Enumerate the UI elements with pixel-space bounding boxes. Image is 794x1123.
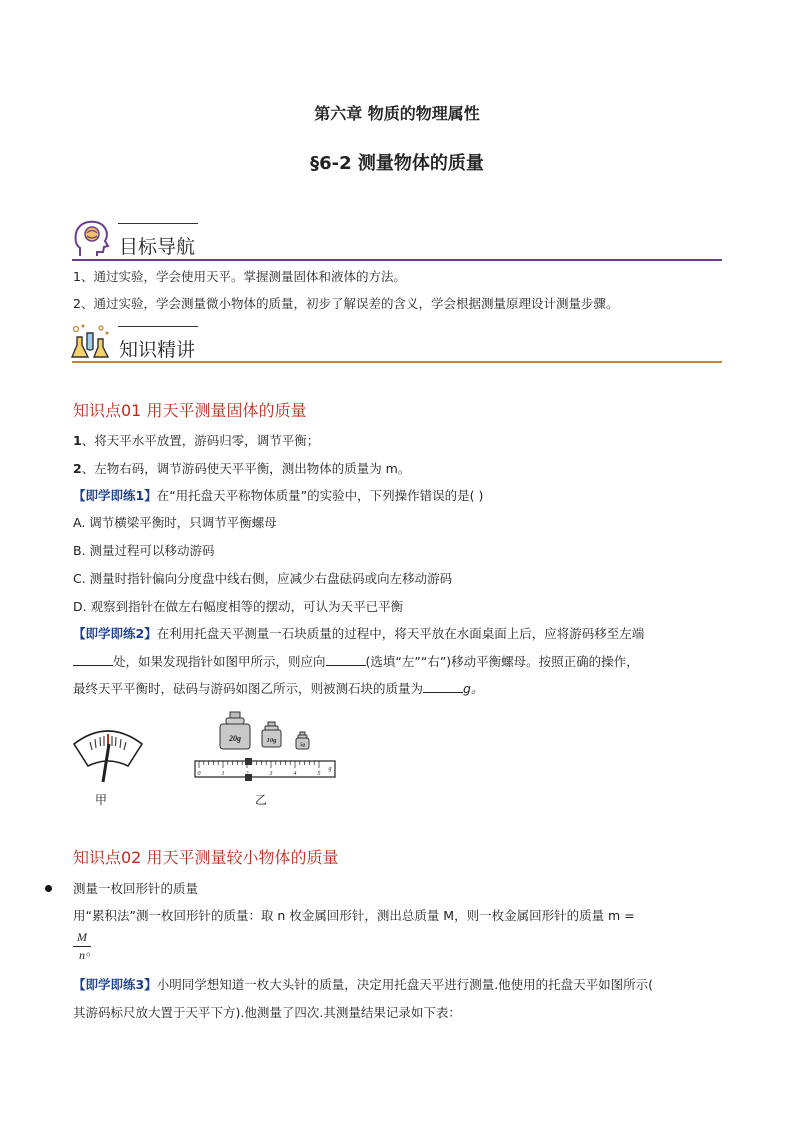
kp1-step-2 — [73, 460, 410, 478]
ruler-tick-3: 3 — [269, 771, 273, 777]
figure-a-label: 甲 — [95, 793, 108, 807]
knowledge-banner-divider — [72, 361, 722, 363]
fraction-numerator: M — [77, 930, 87, 944]
balance-dial-figure — [72, 722, 144, 784]
kp1-step-1-text: 、将天平水平放置，游码归零，调节平衡； — [81, 433, 320, 448]
exercise-1-tag: 【即学即练1】 — [73, 488, 157, 503]
fraction-end: 。 — [86, 943, 99, 958]
knowledge-banner-top-line — [118, 326, 198, 327]
exercise-1-option-d: D. 观察到指针在做左右幅度相等的摆动，可认为天平已平衡 — [73, 599, 404, 614]
exercise-3-text-1: 小明同学想知道一枚大头针的质量，决定用托盘天平进行测量.他使用的托盘天平如图所示( — [156, 977, 654, 992]
ruler-tick-4: 4 — [293, 771, 297, 777]
kp1-title: 知识点01 用天平测量固体的质量 — [73, 401, 307, 420]
brain-icon — [72, 218, 112, 260]
kp2-title: 知识点02 用天平测量较小物体的质量 — [73, 848, 339, 867]
weight-10g-label: 10g — [266, 737, 277, 744]
bullet-dot-icon — [45, 885, 52, 892]
exercise-2-line-1 — [73, 625, 644, 643]
exercise-2-text-3b: g。 — [463, 681, 484, 696]
exercise-1-option-c: C. 测量时指针偏向分度盘中线右侧，应减少右盘砝码或向左移动游码 — [73, 571, 453, 586]
flask-icon — [70, 323, 112, 363]
kp2-formula-line: 用“累积法”测一枚回形针的质量：取 n 枚金属回形针，测出总质量 M，则一枚金属回形针的质量 m = — [73, 908, 635, 923]
exercise-1-text: 在“用托盘天平称物体质量”的实验中，下列操作错误的是( ) — [156, 488, 484, 503]
exercise-2-text-2a: 处，如果发现指针如图甲所示，则应向 — [113, 654, 326, 669]
answer-blank-3[interactable] — [423, 680, 463, 693]
ruler-unit: g — [328, 766, 332, 772]
answer-blank-1[interactable] — [73, 653, 113, 666]
weight-5g-label: 5g — [300, 743, 305, 748]
kp1-step-2-num: 2 — [73, 461, 82, 476]
figure-b-label: 乙 — [255, 793, 268, 807]
goals-banner-top-line — [118, 223, 198, 224]
fraction-denominator: n — [79, 948, 85, 962]
goal-item-2: 2、通过实验，学会测量微小物体的质量，初步了解误差的含义，学会根据测量原理设计测量步骤。 — [73, 296, 619, 311]
exercise-2-text-1: 在利用托盘天平测量一石块质量的过程中，将天平放在水面桌面上后，应将游码移至左端 — [156, 626, 645, 641]
exercise-1-option-b: B. 测量过程可以移动游码 — [73, 543, 215, 558]
weight-20g-label: 20g — [229, 734, 241, 743]
kp1-step-1 — [73, 432, 319, 450]
exercise-1-question — [73, 487, 483, 505]
kp1-step-1-num: 1 — [73, 433, 82, 448]
goals-banner-title: 目标导航 — [119, 236, 196, 258]
weights-and-scale-figure — [193, 710, 338, 782]
exercise-1-option-a: A. 调节横梁平衡时，只调节平衡螺母 — [73, 515, 277, 530]
ruler-tick-5: 5 — [317, 771, 321, 777]
kp2-bullet-text: 测量一枚回形针的质量 — [73, 881, 199, 896]
ruler-tick-0: 0 — [197, 771, 201, 777]
answer-blank-2[interactable] — [326, 653, 366, 666]
exercise-2-text-3a: 最终天平平衡时，砝码与游码如图乙所示，则被测石块的质量为 — [73, 681, 424, 696]
exercise-2-line-3 — [73, 680, 483, 698]
ruler-tick-1: 1 — [221, 771, 225, 777]
knowledge-banner-title: 知识精讲 — [119, 339, 196, 361]
chapter-title: 第六章 物质的物理属性 — [314, 104, 480, 123]
exercise-2-tag: 【即学即练2】 — [73, 626, 157, 641]
goal-item-1: 1、通过实验，学会使用天平。掌握测量固体和液体的方法。 — [73, 269, 406, 284]
section-title: §6-2 测量物体的质量 — [310, 153, 484, 174]
kp1-step-2-text: 、左物右码，调节游码使天平平衡，测出物体的质量为 m。 — [81, 461, 411, 476]
goals-banner-divider — [72, 259, 722, 261]
exercise-3-line-1 — [73, 976, 653, 994]
exercise-3-line-2: 其游码标尺放大置于天平下方).他测量了四次.其测量结果记录如下表： — [73, 1005, 461, 1020]
exercise-2-line-2 — [73, 653, 639, 671]
exercise-2-text-2b: (选填“左”“右”)移动平衡螺母。按照正确的操作， — [365, 654, 639, 669]
exercise-3-tag: 【即学即练3】 — [73, 977, 157, 992]
